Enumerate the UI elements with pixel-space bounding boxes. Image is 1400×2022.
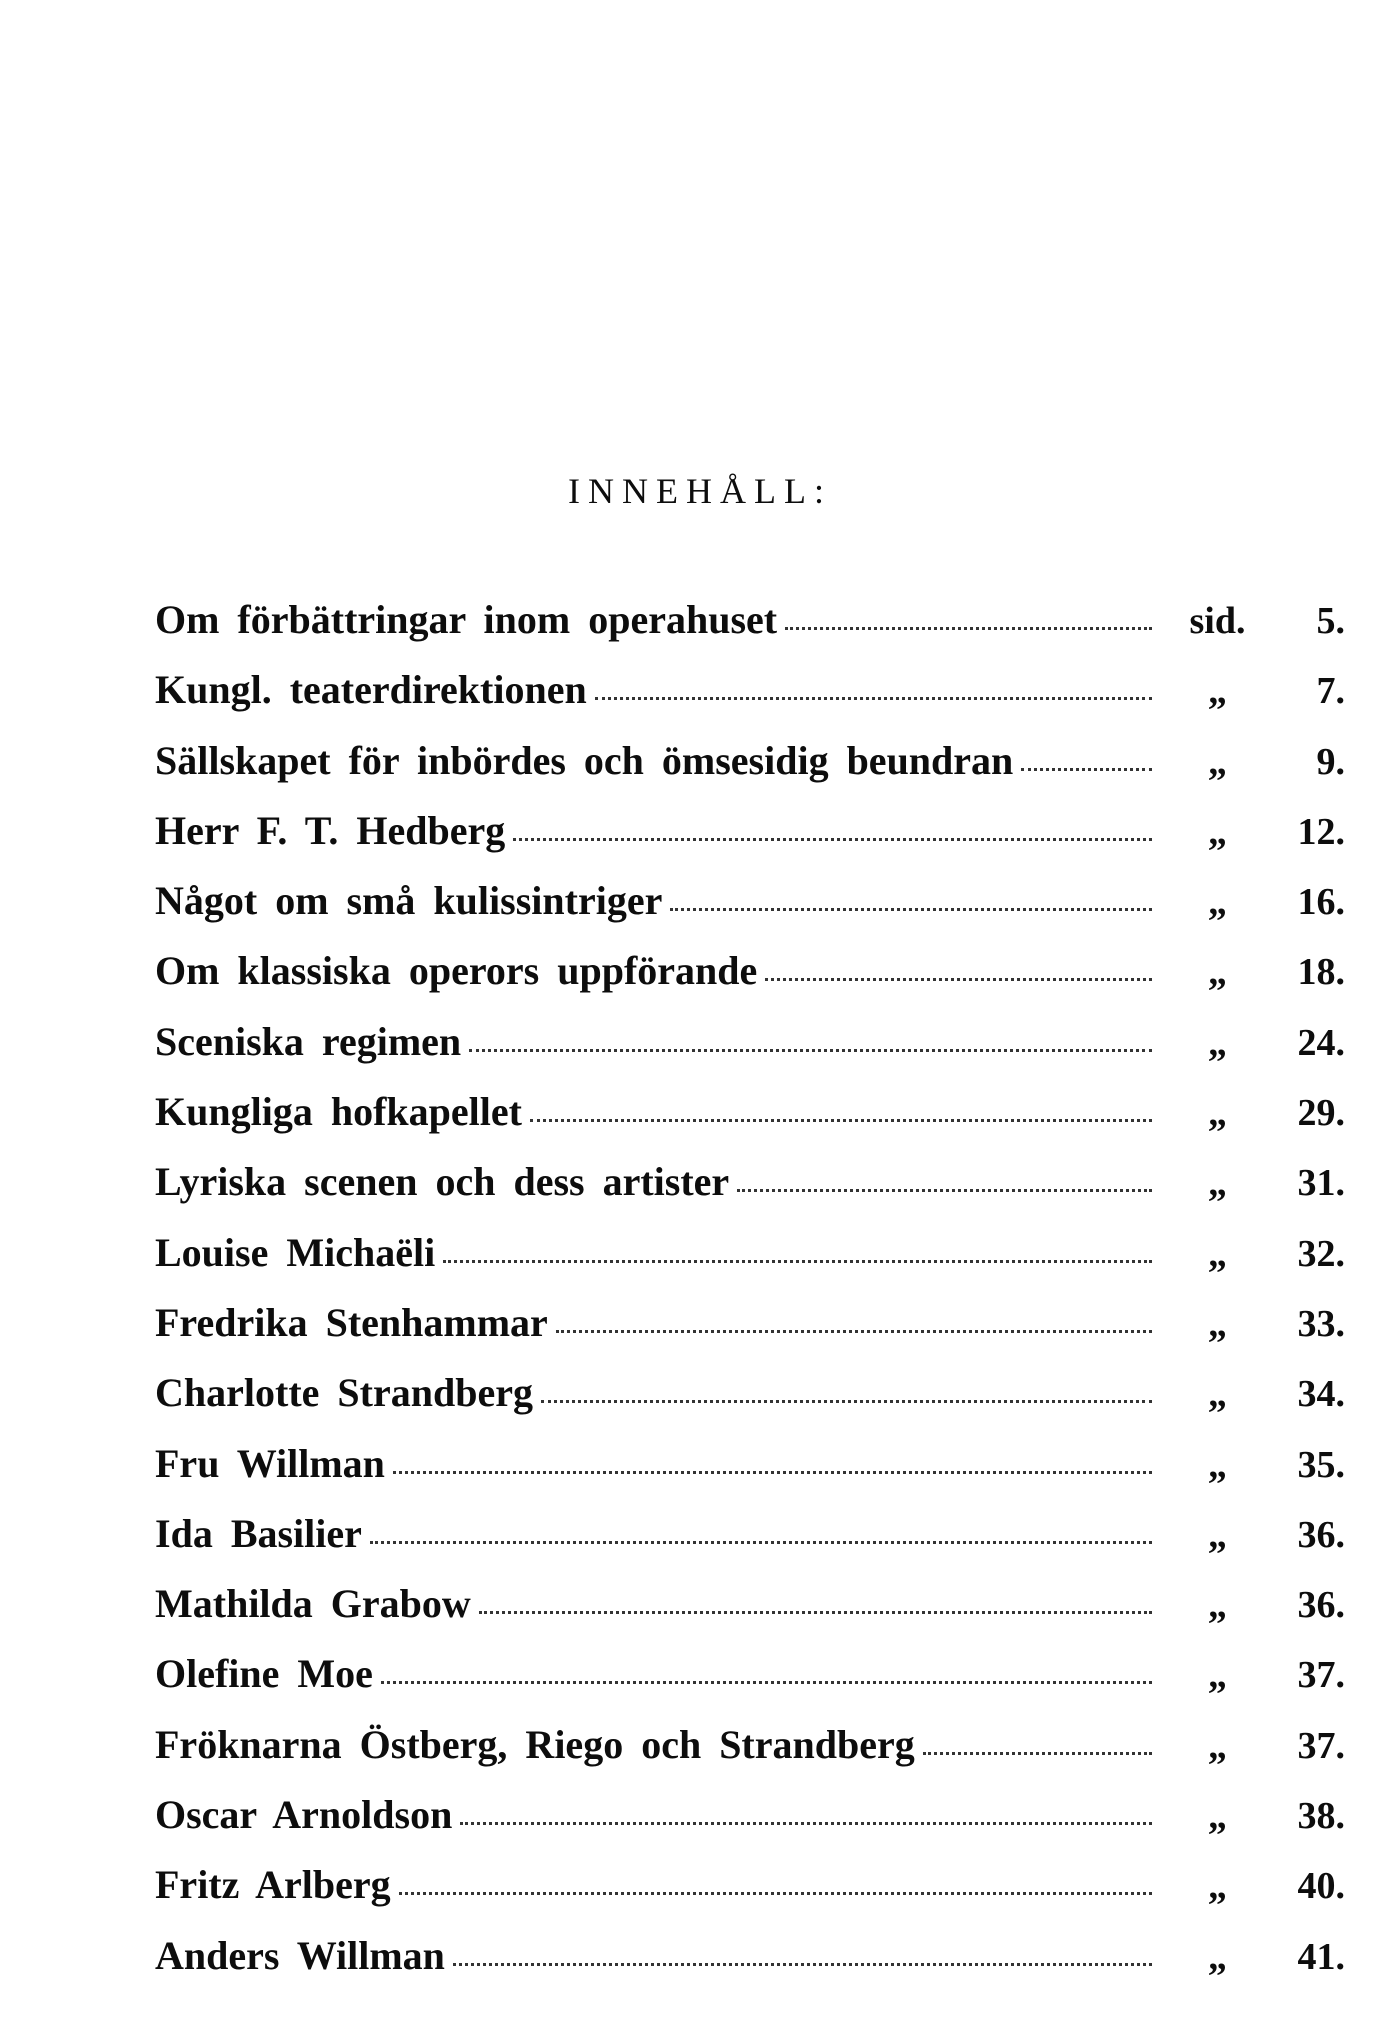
toc-entry-marker: sid.: [1189, 600, 1246, 642]
toc-entry: [155, 1861, 1345, 1931]
toc-entry-page: 18.: [1297, 951, 1345, 994]
toc-entry-page: 24.: [1297, 1021, 1345, 1064]
dot-leader: [370, 1541, 1152, 1544]
dot-leader: [595, 697, 1152, 700]
toc-entry-title: Sällskapet för inbördes och ömsesidig beundran: [155, 737, 1014, 783]
toc-entry: [155, 1440, 1345, 1510]
toc-entry-title: Kungl. teaterdirektionen: [155, 667, 587, 713]
dot-leader: [765, 978, 1152, 981]
dot-leader: [393, 1471, 1152, 1474]
dot-leader: [1021, 768, 1152, 771]
dot-leader: [381, 1681, 1152, 1684]
toc-entry-marker: „: [1208, 1865, 1227, 1908]
toc-entry-marker: „: [1208, 1795, 1227, 1838]
toc-entry-marker: „: [1208, 1302, 1227, 1345]
toc-entry-page: 37.: [1297, 1724, 1345, 1767]
toc-entry-page: 40.: [1297, 1865, 1345, 1908]
toc-entry-marker: „: [1208, 740, 1227, 783]
toc-entry: [155, 1932, 1345, 2002]
toc-entry: [155, 1721, 1345, 1791]
dot-leader: [556, 1330, 1152, 1333]
toc-entry-marker: „: [1208, 810, 1227, 853]
toc-entry-marker: „: [1208, 1162, 1227, 1205]
dot-leader: [460, 1822, 1152, 1825]
toc-entry-marker: „: [1208, 1373, 1227, 1416]
toc-entry-title: Kungliga hofkapellet: [155, 1089, 522, 1135]
toc-entry: [155, 1299, 1345, 1369]
toc-entry-title: Anders Willman: [155, 1932, 445, 1978]
toc-entry-title: Fredrika Stenhammar: [155, 1299, 548, 1345]
dot-leader: [443, 1260, 1152, 1263]
toc-entry: [155, 1791, 1345, 1861]
toc-entry-page: 36.: [1297, 1513, 1345, 1556]
table-of-contents: [155, 596, 1345, 2002]
toc-entry: [155, 1510, 1345, 1580]
dot-leader: [530, 1119, 1152, 1122]
toc-entry-page: 35.: [1297, 1443, 1345, 1486]
toc-entry: [155, 1088, 1345, 1158]
toc-entry-marker: „: [1208, 1654, 1227, 1697]
toc-entry-title: Om förbättringar inom operahuset: [155, 597, 778, 642]
toc-entry-page: 37.: [1297, 1654, 1345, 1697]
toc-entry-page: 32.: [1297, 1232, 1345, 1275]
toc-entry: [155, 1369, 1345, 1439]
toc-entry-title: Charlotte Strandberg: [155, 1370, 533, 1416]
toc-entry-title: Mathilda Grabow: [155, 1581, 471, 1627]
dot-leader: [737, 1189, 1152, 1192]
toc-entry: [155, 1580, 1345, 1650]
toc-entry: [155, 1018, 1345, 1088]
toc-entry-title: Sceniska regimen: [155, 1018, 462, 1064]
toc-entry-page: 34.: [1297, 1373, 1345, 1416]
toc-entry-title: Om klassiska operors uppförande: [155, 948, 758, 994]
toc-entry: [155, 1229, 1345, 1299]
toc-entry-marker: „: [1208, 1021, 1227, 1064]
toc-entry-marker: „: [1208, 1584, 1227, 1627]
toc-entry-marker: „: [1208, 1724, 1227, 1767]
toc-entry-title: Fröknarna Östberg, Riego och Strandberg: [155, 1721, 915, 1767]
dot-leader: [785, 627, 1152, 630]
toc-entry: [155, 737, 1345, 807]
toc-entry-marker: „: [1208, 1935, 1227, 1978]
toc-entry-page: 41.: [1297, 1935, 1345, 1978]
toc-entry-marker: „: [1208, 1513, 1227, 1556]
toc-entry: [155, 947, 1345, 1017]
dot-leader: [453, 1963, 1152, 1966]
toc-entry-title: Olefine Moe: [155, 1651, 373, 1697]
dot-leader: [513, 838, 1152, 841]
toc-entry-marker: „: [1208, 951, 1227, 994]
toc-entry: [155, 1650, 1345, 1720]
toc-entry: [155, 666, 1345, 736]
toc-entry-page: 12.: [1297, 810, 1345, 853]
toc-entry: [155, 877, 1345, 947]
toc-entry-title: Herr F. T. Hedberg: [155, 807, 506, 853]
toc-entry-page: 38.: [1297, 1795, 1345, 1838]
toc-entry: [155, 807, 1345, 877]
toc-entry-title: Fru Willman: [155, 1440, 385, 1486]
toc-entry-page: 29.: [1297, 1092, 1345, 1135]
toc-entry-title: Fritz Arlberg: [155, 1862, 391, 1908]
toc-entry-marker: „: [1208, 1232, 1227, 1275]
toc-entry: [155, 596, 1345, 666]
toc-entry-page: 33.: [1297, 1302, 1345, 1345]
toc-entry-page: 9.: [1316, 740, 1345, 783]
dot-leader: [923, 1752, 1152, 1755]
page-heading: INNEHÅLL:: [568, 471, 832, 511]
toc-entry-title: Lyriska scenen och dess artister: [155, 1159, 730, 1205]
dot-leader: [541, 1400, 1152, 1403]
toc-entry-marker: „: [1208, 670, 1227, 713]
toc-entry-page: 31.: [1297, 1162, 1345, 1205]
dot-leader: [479, 1611, 1152, 1614]
toc-entry-marker: „: [1208, 1092, 1227, 1135]
toc-entry-page: 16.: [1297, 881, 1345, 924]
toc-entry-page: 7.: [1316, 670, 1345, 713]
toc-entry-title: Louise Michaëli: [155, 1229, 436, 1275]
toc-entry-title: Ida Basilier: [155, 1510, 362, 1556]
dot-leader: [670, 908, 1152, 911]
dot-leader: [469, 1049, 1152, 1052]
toc-entry: [155, 1158, 1345, 1228]
toc-entry-page: 36.: [1297, 1584, 1345, 1627]
toc-entry-title: Oscar Arnoldson: [155, 1792, 453, 1838]
toc-entry-title: Något om små kulissintriger: [155, 878, 663, 924]
toc-entry-marker: „: [1208, 1443, 1227, 1486]
dot-leader: [399, 1892, 1152, 1895]
toc-entry-page: 5.: [1316, 600, 1345, 642]
toc-entry-marker: „: [1208, 881, 1227, 924]
